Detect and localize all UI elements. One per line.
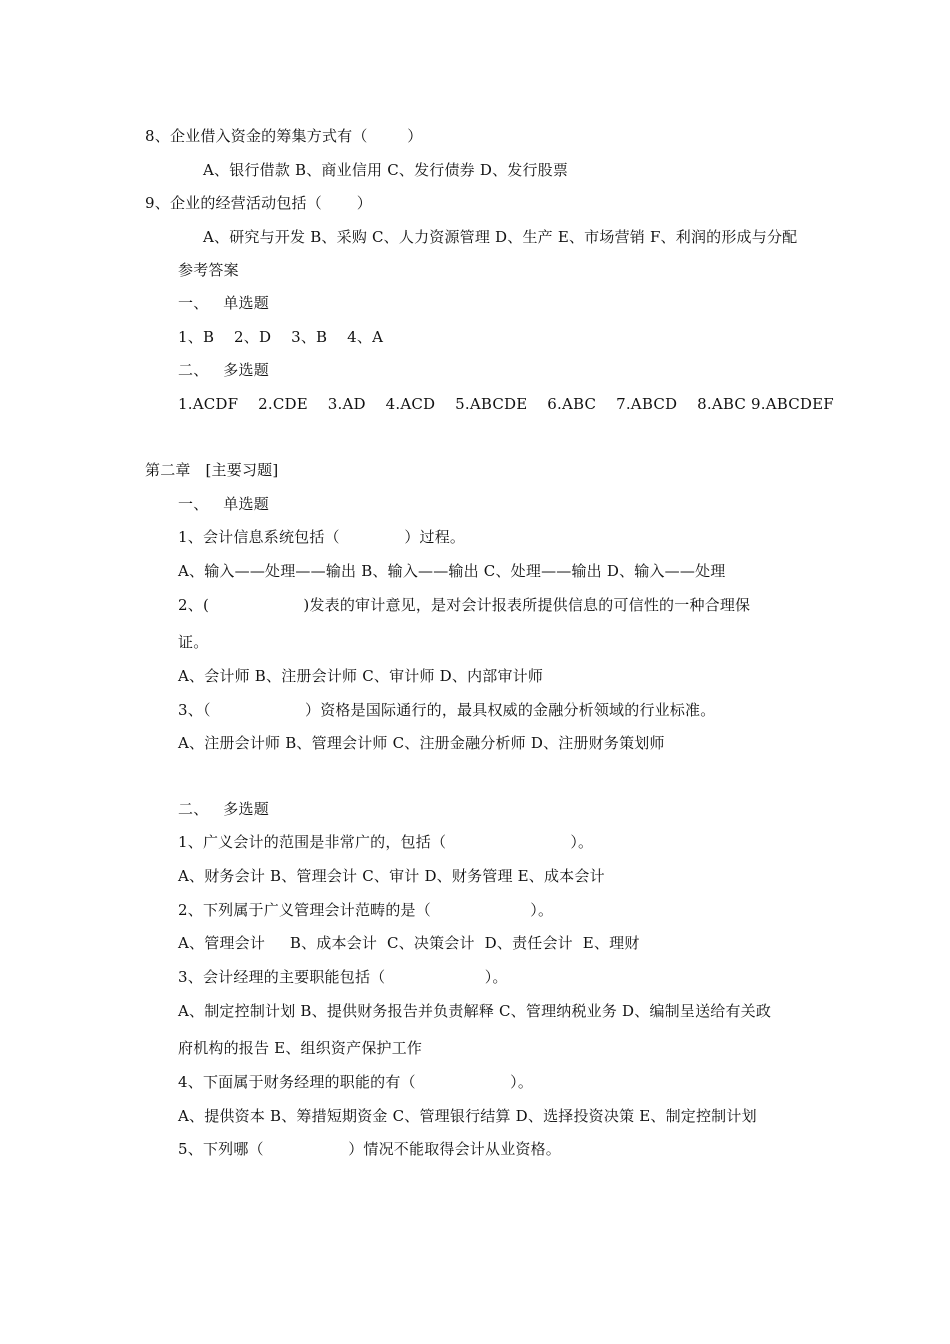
ch2-multi-question-4: 4、下面属于财务经理的职能的有（ ）。: [178, 1073, 534, 1091]
answer-key-heading: 参考答案: [178, 261, 239, 279]
question-8-options: A、银行借款 B、商业信用 C、发行债券 D、发行股票: [203, 161, 569, 179]
ch2-multi-question-2: 2、下列属于广义管理会计范畴的是（ ）。: [178, 901, 554, 919]
question-9-options: A、研究与开发 B、采购 C、人力资源管理 D、生产 E、市场营销 F、利润的形成与分配: [203, 228, 798, 246]
question-8: 8、企业借入资金的筹集方式有（ ）: [145, 127, 423, 145]
ch2-single-question-1-options: A、输入——处理——输出 B、输入——输出 C、处理——输出 D、输入——处理: [178, 562, 726, 580]
ch2-multi-question-3: 3、会计经理的主要职能包括（ ）。: [178, 968, 508, 986]
chapter-2-heading: 第二章 [主要习题]: [145, 461, 279, 479]
single-choice-answers: 1、B 2、D 3、B 4、A: [178, 328, 384, 346]
ch2-multi-question-2-options: A、管理会计 B、成本会计 C、决策会计 D、责任会计 E、理财: [178, 934, 640, 952]
ch2-multi-question-5: 5、下列哪（ ）情况不能取得会计从业资格。: [178, 1140, 562, 1158]
ch2-single-question-2: 2、( )发表的审计意见，是对会计报表所提供信息的可信性的一种合理保: [178, 596, 751, 614]
ch2-multi-question-4-options: A、提供资本 B、筹措短期资金 C、管理银行结算 D、选择投资决策 E、制定控制计划: [178, 1107, 757, 1125]
ch2-multi-question-3-options-continued: 府机构的报告 E、组织资产保护工作: [178, 1039, 423, 1057]
ch2-single-question-2-continued: 证。: [178, 633, 209, 651]
section-heading-multiple-choice: 二、 多选题: [178, 800, 269, 818]
section-heading-single-choice: 一、 单选题: [178, 294, 269, 312]
ch2-multi-question-3-options: A、制定控制计划 B、提供财务报告并负责解释 C、管理纳税业务 D、编制呈送给有关政: [178, 1002, 772, 1020]
multiple-choice-answers: 1.ACDF 2.CDE 3.AD 4.ACD 5.ABCDE 6.ABC 7.ABCD 8.ABC 9.ABCDEF: [178, 395, 834, 413]
section-heading-multiple-choice: 二、 多选题: [178, 361, 269, 379]
ch2-multi-question-1: 1、广义会计的范围是非常广的，包括（ ）。: [178, 833, 594, 851]
question-9: 9、企业的经营活动包括（ ）: [145, 194, 372, 212]
section-heading-single-choice: 一、 单选题: [178, 495, 269, 513]
ch2-single-question-3: 3、（ ）资格是国际通行的，最具权威的金融分析领域的行业标准。: [178, 701, 716, 719]
ch2-single-question-2-options: A、会计师 B、注册会计师 C、审计师 D、内部审计师: [178, 667, 544, 685]
ch2-multi-question-1-options: A、财务会计 B、管理会计 C、审计 D、财务管理 E、成本会计: [178, 867, 605, 885]
ch2-single-question-1: 1、会计信息系统包括（ ）过程。: [178, 528, 466, 546]
ch2-single-question-3-options: A、注册会计师 B、管理会计师 C、注册金融分析师 D、注册财务策划师: [178, 734, 665, 752]
